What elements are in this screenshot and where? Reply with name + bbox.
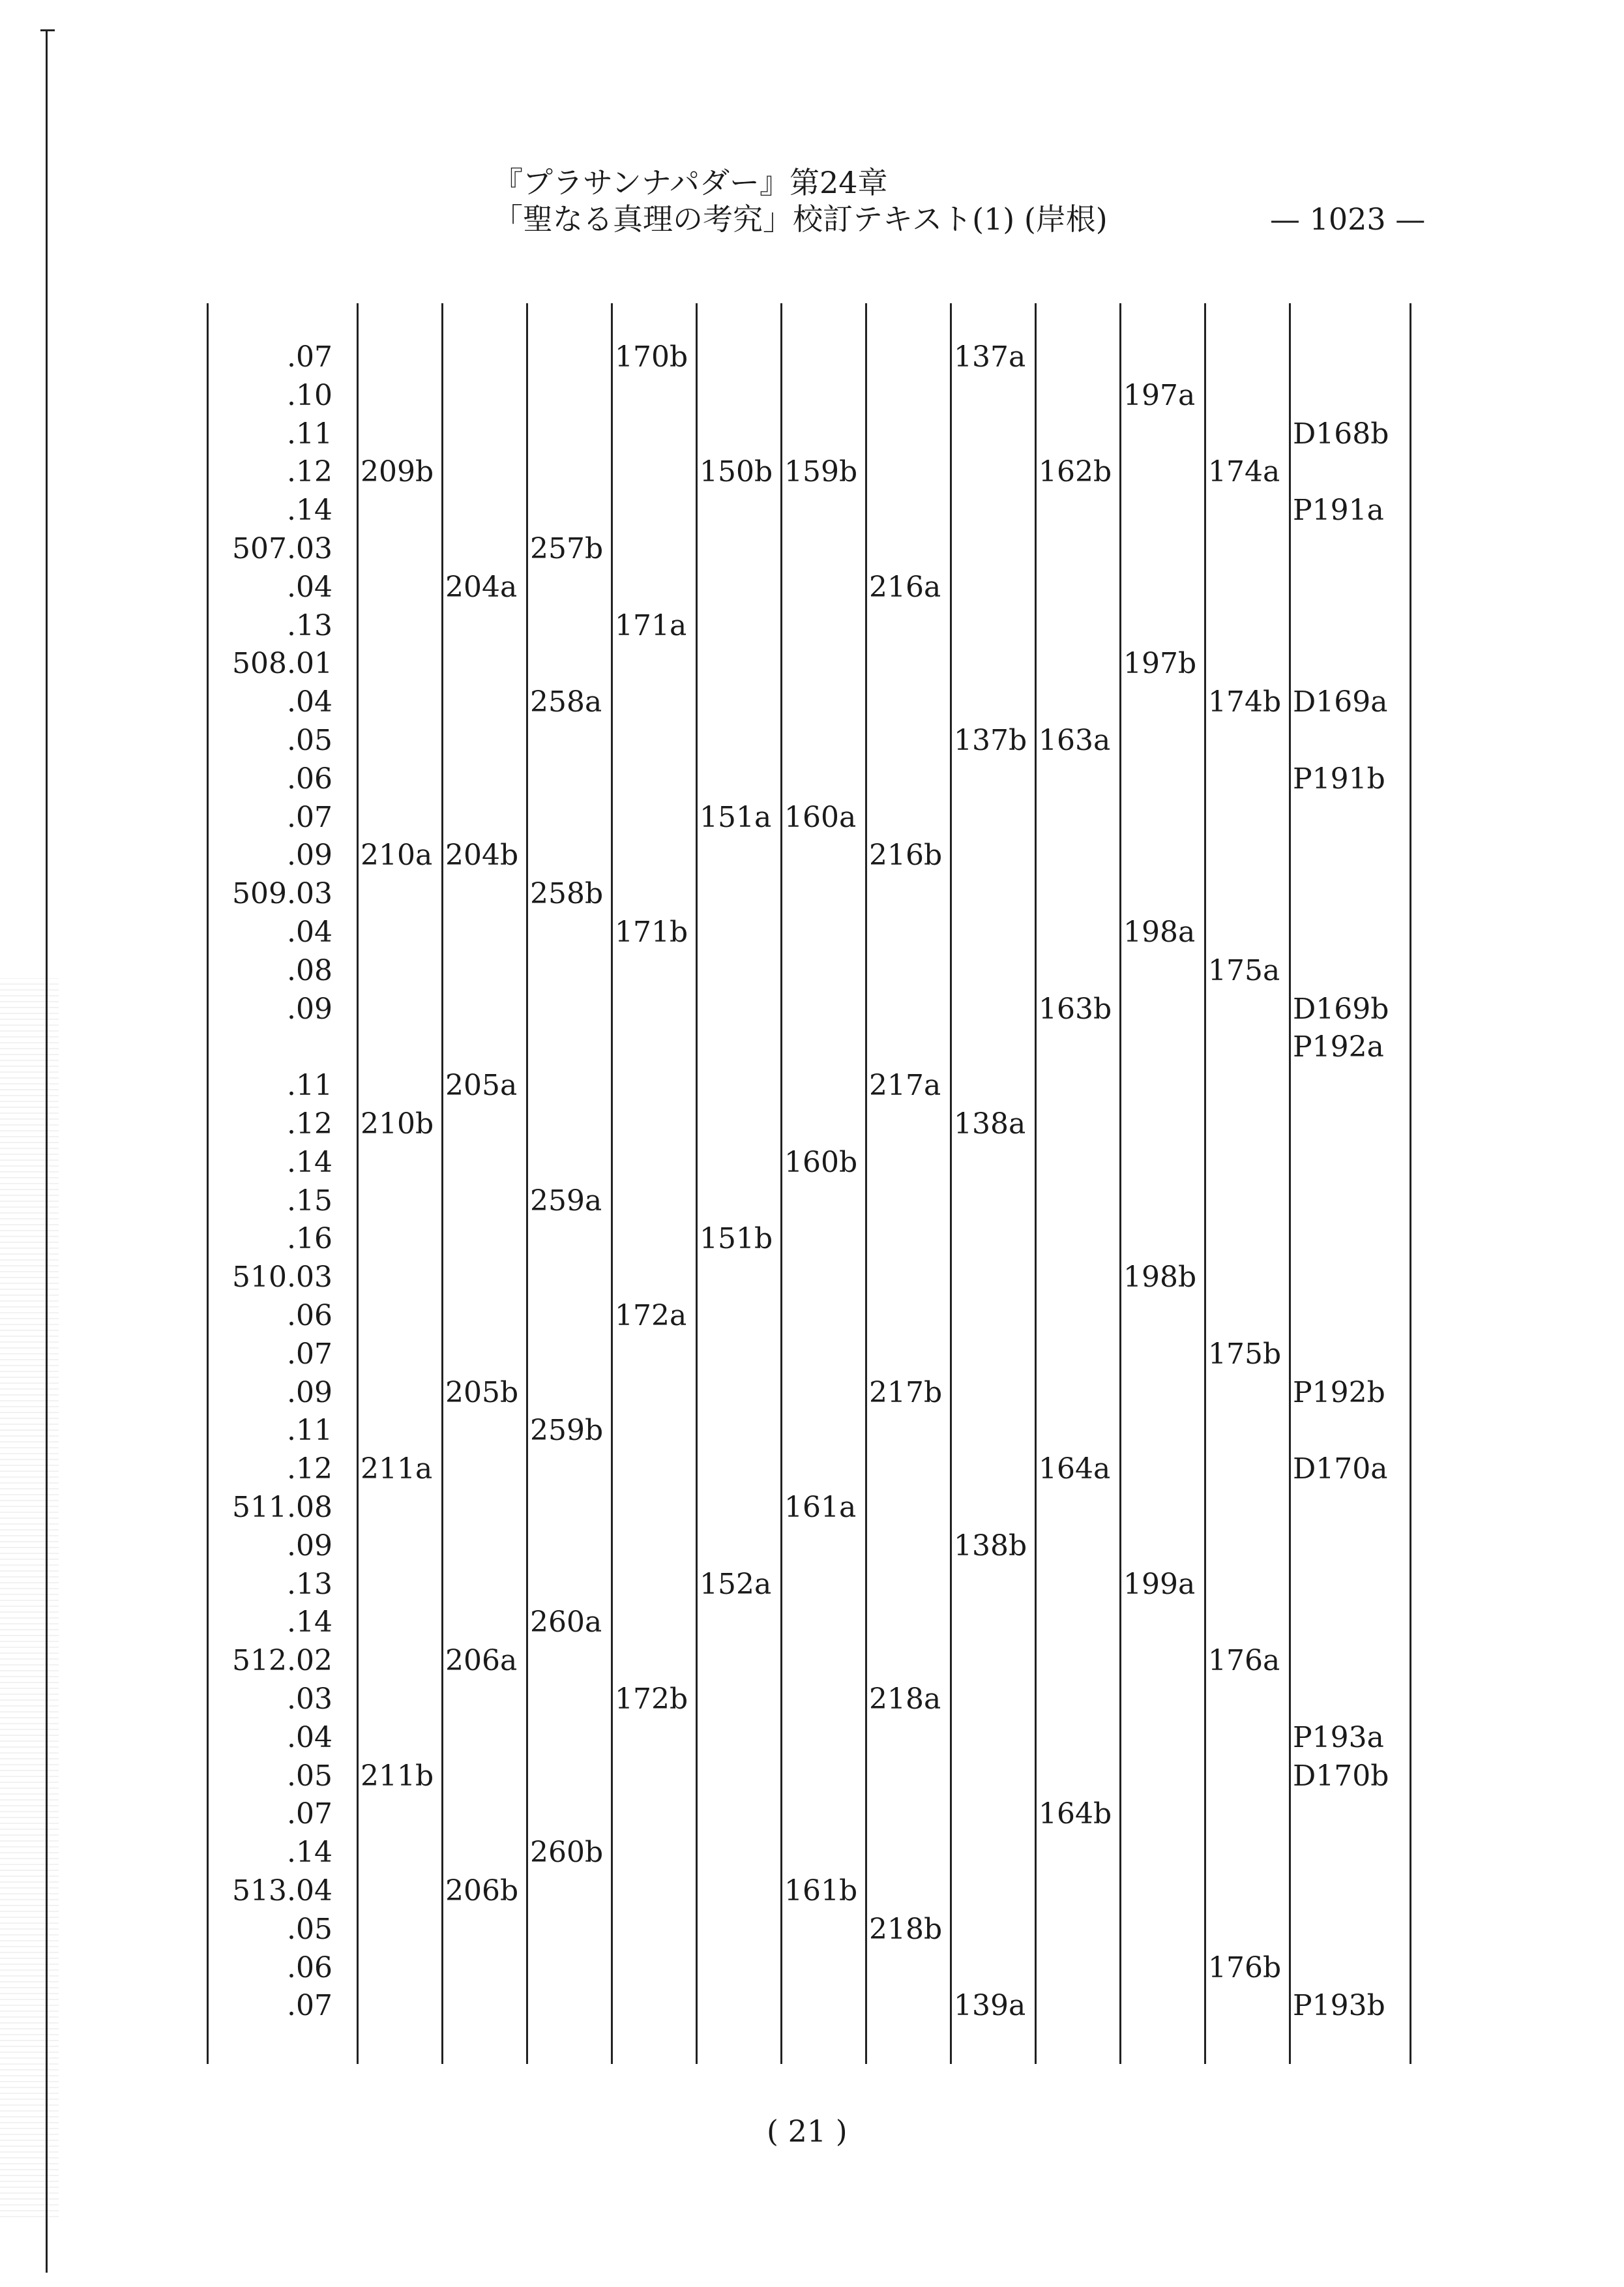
folio-cell: 159b [784,455,858,489]
line-reference: .14 [287,1145,332,1179]
folio-cell: 206a [445,1644,518,1678]
folio-cell: 258a [530,685,602,719]
line-reference: .09 [287,839,332,873]
folio-cell: 150b [700,455,773,489]
line-reference: .07 [287,1797,332,1831]
folio-cell: 218b [869,1912,943,1946]
line-reference: .13 [287,608,332,642]
folio-cell: 211a [361,1452,433,1486]
folio-cell: P192b [1293,1375,1385,1409]
folio-cell: 175b [1208,1337,1282,1371]
folio-cell: 152a [700,1567,772,1601]
line-reference: .11 [287,417,332,451]
column-rule [611,303,613,2064]
folio-concordance-table [209,303,1411,2064]
folio-cell: D170a [1293,1452,1388,1486]
folio-cell: 137a [954,340,1026,374]
column-rule [1119,303,1121,2064]
folio-cell: 217a [869,1069,941,1103]
folio-cell: D169b [1293,992,1389,1026]
line-reference: .06 [287,1951,332,1984]
line-reference: .04 [287,685,332,719]
folio-cell: 197a [1123,378,1196,412]
folio-cell: 216b [869,839,943,873]
line-reference: .11 [287,1069,332,1103]
folio-cell: 160b [784,1145,858,1179]
folio-cell: 198b [1123,1261,1197,1294]
folio-cell: 163a [1039,724,1111,757]
folio-cell: P193b [1293,1989,1385,2023]
folio-cell: 257b [530,532,604,565]
folio-cell: 205b [445,1375,519,1409]
folio-cell: 217b [869,1375,943,1409]
folio-cell: 258b [530,877,604,911]
folio-cell: 216a [869,570,941,604]
folio-cell: 164a [1039,1452,1111,1486]
line-reference: .06 [287,762,332,796]
folio-cell: 172b [615,1682,688,1716]
line-reference: .10 [287,378,332,412]
line-reference: .06 [287,1299,332,1332]
line-reference: .11 [287,1414,332,1448]
folio-cell: 138b [954,1529,1027,1562]
header-title-line-2: 「聖なる真理の考究」校訂テキスト(1) (岸根) [493,202,1108,237]
folio-cell: 151a [700,800,772,834]
line-reference: .07 [287,800,332,834]
line-reference: 513.04 [232,1874,332,1907]
line-reference: 511.08 [232,1491,332,1524]
column-rule [441,303,443,2064]
folio-cell: 210a [361,839,433,873]
line-reference: .04 [287,570,332,604]
folio-cell: 260b [530,1836,604,1870]
folio-cell: 259a [530,1184,602,1218]
column-rule [865,303,867,2064]
folio-cell: 260a [530,1606,602,1639]
folio-cell: 172a [615,1299,687,1332]
line-reference: 510.03 [232,1261,332,1294]
folio-cell: 160a [784,800,857,834]
folio-cell: 151b [700,1222,773,1256]
line-reference: .07 [287,1989,332,2023]
folio-cell: 161b [784,1874,858,1907]
line-reference: .12 [287,1452,332,1486]
binding-margin-tick [40,29,55,31]
folio-cell: 204b [445,839,519,873]
scan-edge-noise [0,978,59,2217]
folio-cell: 162b [1039,455,1112,489]
folio-cell: P192a [1293,1030,1384,1064]
folio-cell: 164b [1039,1797,1112,1831]
column-rule [950,303,952,2064]
folio-cell: 175a [1208,953,1280,987]
folio-cell: P191b [1293,762,1385,796]
line-reference: .16 [287,1222,332,1256]
line-reference: .15 [287,1184,332,1218]
folio-cell: D168b [1293,417,1389,451]
line-reference: .07 [287,1337,332,1371]
header-title-line-1: 『プラサンナパダー』第24章 [493,165,888,200]
folio-cell: 198a [1123,916,1196,949]
line-reference: .13 [287,1567,332,1601]
page-folio: ( 21 ) [767,2114,848,2149]
folio-cell: 171a [615,608,687,642]
line-reference: .08 [287,953,332,987]
line-reference: 509.03 [232,877,332,911]
folio-cell: 161a [784,1491,857,1524]
line-reference: .14 [287,1836,332,1870]
folio-cell: 199a [1123,1567,1196,1601]
folio-cell: 174b [1208,685,1282,719]
line-reference: .04 [287,916,332,949]
column-rule [780,303,782,2064]
folio-cell: 174a [1208,455,1280,489]
folio-cell: 163b [1039,992,1112,1026]
folio-cell: 211b [361,1759,434,1793]
folio-cell: 259b [530,1414,604,1448]
folio-cell: 171b [615,916,688,949]
folio-cell: P191a [1293,494,1384,528]
folio-cell: 218a [869,1682,941,1716]
line-reference: .09 [287,1375,332,1409]
folio-cell: P193a [1293,1720,1384,1754]
column-rule [696,303,698,2064]
folio-cell: 176b [1208,1951,1282,1984]
folio-cell: 206b [445,1874,519,1907]
line-reference: .07 [287,340,332,374]
folio-cell: 197b [1123,647,1197,681]
folio-cell: 209b [361,455,434,489]
line-reference: .14 [287,494,332,528]
column-rule [357,303,359,2064]
line-reference: 507.03 [232,532,332,565]
line-reference: .05 [287,724,332,757]
line-reference: .14 [287,1606,332,1639]
line-reference: 508.01 [232,647,332,681]
folio-cell: 139a [954,1989,1026,2023]
column-rule [1035,303,1037,2064]
line-reference: .05 [287,1912,332,1946]
running-header [493,164,1108,237]
line-reference: .12 [287,455,332,489]
line-reference: .09 [287,992,332,1026]
line-reference: .09 [287,1529,332,1562]
folio-cell: 137b [954,724,1027,757]
line-reference: .05 [287,1759,332,1793]
column-rule [1289,303,1291,2064]
line-reference: .12 [287,1107,332,1141]
line-reference: .04 [287,1720,332,1754]
line-reference: .03 [287,1682,332,1716]
folio-cell: 204a [445,570,518,604]
column-rule [526,303,528,2064]
folio-cell: D170b [1293,1759,1389,1793]
column-rule [1410,303,1411,2064]
page-number: — 1023 — [1270,202,1426,237]
folio-cell: 138a [954,1107,1026,1141]
folio-cell: 176a [1208,1644,1280,1678]
folio-cell: 170b [615,340,688,374]
folio-cell: 205a [445,1069,518,1103]
line-reference: 512.02 [232,1644,332,1678]
folio-cell: D169a [1293,685,1388,719]
folio-cell: 210b [361,1107,434,1141]
column-rule [1204,303,1206,2064]
